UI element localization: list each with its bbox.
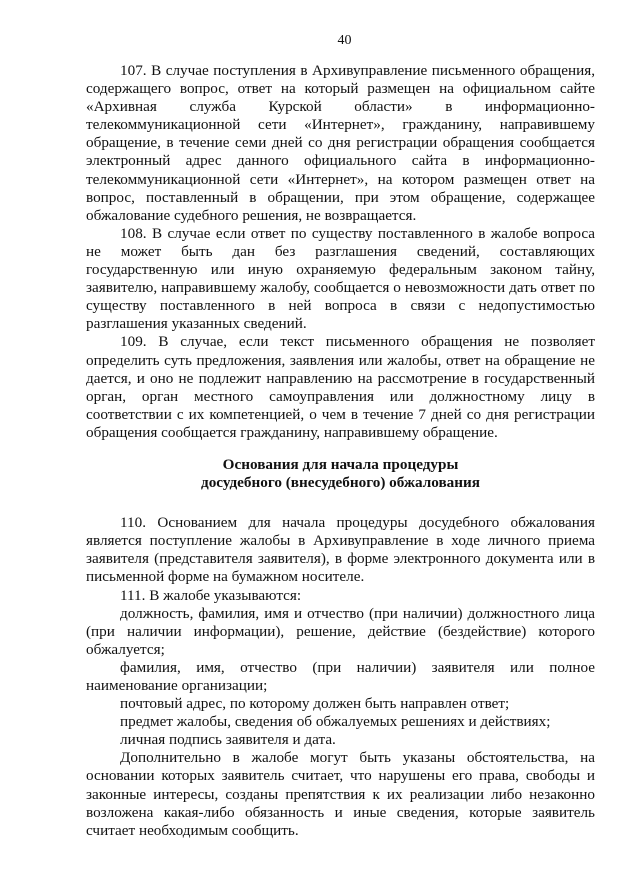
paragraph-108: 108. В случае если ответ по существу поставленного в жалобе вопроса не может быть дан без разглашения сведений, составляющих государственную или иную охраняемую федеральным законом тайну, заявителю, направившему жалобу, сообщается о невозможности дать ответ по существу поставленного в ней вопроса в связи с недопустимостью разглашения указанных сведений. (86, 224, 595, 333)
page-number: 40 (337, 33, 352, 48)
list-item-signature: личная подпись заявителя и дата. (120, 731, 336, 749)
paragraph-additional: Дополнительно в жалобе могут быть указаны обстоятельства, на основании которых заявитель считает, что нарушены его права, свободы и законные интересы, созданы препятствия к их реализации либо незаконно возложена какая-либо обязанность и иные сведения, которые заявитель считает необходимым сообщить. (86, 749, 595, 839)
paragraph-111: 111. В жалобе указываются: (120, 586, 302, 604)
section-heading-line-1: Основания для начала процедуры (222, 455, 459, 473)
list-item-subject: предмет жалобы, сведения об обжалуемых решениях и действиях; (120, 713, 551, 731)
paragraph-107: 107. В случае поступления в Архивуправление письменного обращения, содержащего вопрос, ответ на который размещен на официальном сайте «Архивная служба Курской области» в информационно-телекоммуникационной сети «Интернет», гражданину, направившему обращение, в течение семи дней со дня регистрации обращения сообщается электронный адрес данного официального сайта в информационно-телекоммуникационной сети «Интернет», на котором размещен ответ на вопрос, поставленный в обращении, при этом обращение, содержащее обжалование судебного решения, не возвращается. (86, 62, 595, 224)
list-item-official: должность, фамилия, имя и отчество (при наличии) должностного лица (при наличии информации), решение, действие (бездействие) которого обжалуется; (86, 604, 595, 658)
section-heading-line-2: досудебного (внесудебного) обжалования (201, 474, 480, 492)
list-item-applicant: фамилия, имя, отчество (при наличии) заявителя или полное наименование организации; (86, 658, 595, 694)
list-item-address: почтовый адрес, по которому должен быть направлен ответ; (120, 695, 510, 713)
paragraph-109: 109. В случае, если текст письменного обращения не позволяет определить суть предложения, заявления или жалобы, ответ на обращение не дается, и оно не подлежит направлению на рассмотрение в государственный орган, орган местного самоуправления или должностному лицу в соответствии с их компетенцией, о чем в течение 7 дней со дня регистрации обращения сообщается гражданину, направившему обращение. (86, 333, 595, 441)
section-heading (86, 456, 595, 492)
paragraph-110: 110. Основанием для начала процедуры досудебного обжалования является поступление жалобы в Архивуправление в ходе личного приема заявителя (представителя заявителя), в форме электронного документа или в письменной форме на бумажном носителе. (86, 514, 595, 586)
